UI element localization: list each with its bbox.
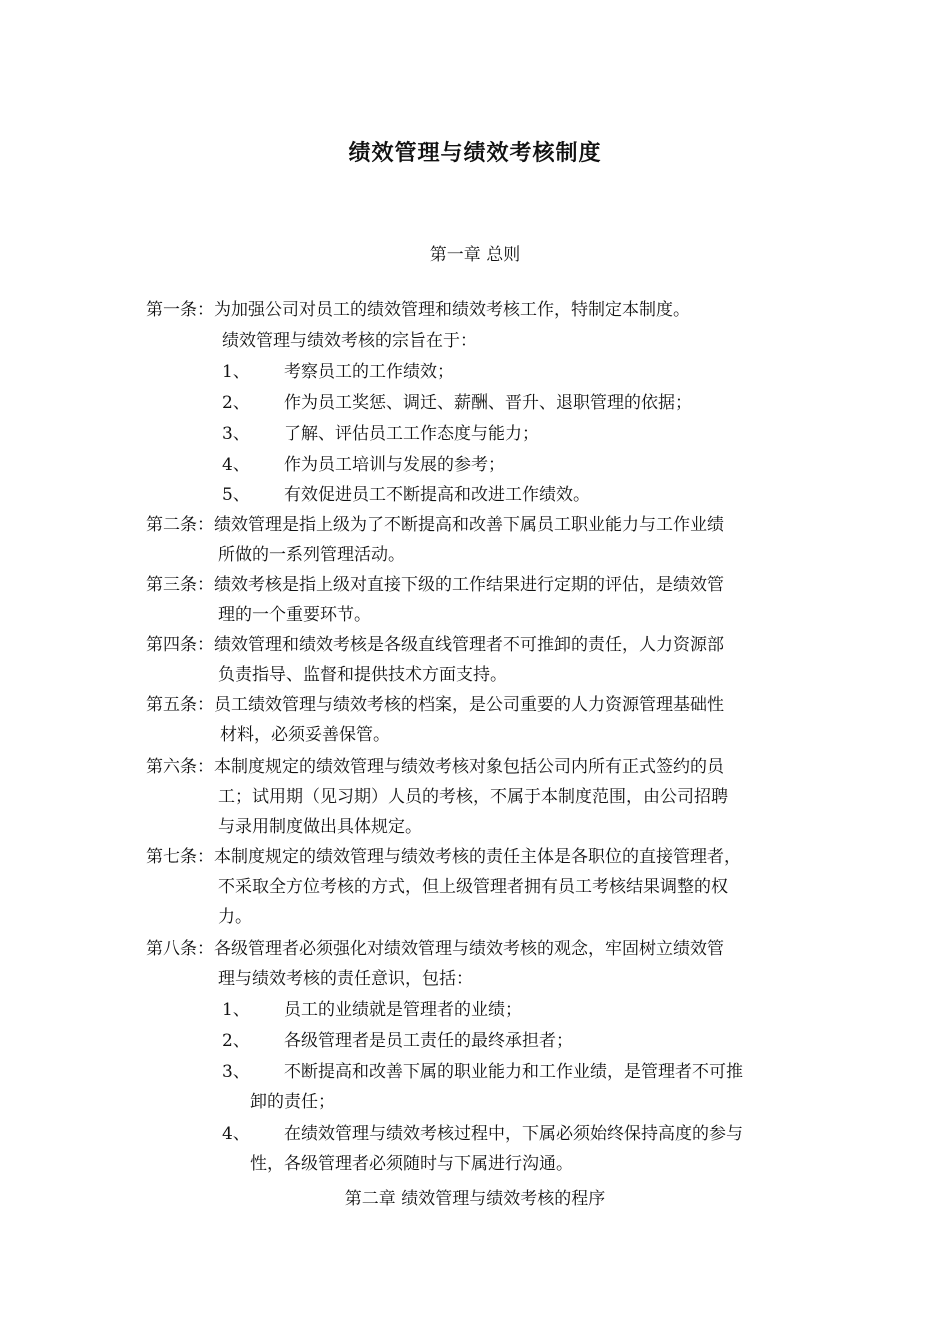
chapter-2-heading: 第二章 绩效管理与绩效考核的程序 [344,1189,606,1209]
article-7-text: 本制度规定的绩效管理与绩效考核的责任主体是各职位的直接管理者， [214,847,741,867]
article-8 [146,939,724,959]
article-7-label: 第七条： [146,847,214,867]
list-item-text: 各级管理者是员工责任的最终承担者； [284,1031,573,1051]
article-8-continuation: 理与绩效考核的责任意识，包括： [218,969,473,989]
list-item [222,1000,522,1020]
list-item-number: 1、 [222,362,250,382]
article-2-label: 第二条： [146,515,214,535]
list-item-continuation: 性，各级管理者必须随时与下属进行沟通。 [250,1154,573,1174]
list-item-text: 作为员工奖惩、调迁、薪酬、晋升、退职管理的依据； [284,393,692,413]
list-item-number: 2、 [222,1031,250,1051]
article-7 [146,847,741,867]
article-5 [146,695,724,715]
list-item-number: 1、 [222,1000,250,1020]
article-1-label: 第一条： [146,300,214,320]
list-item [222,1124,743,1144]
list-item [222,393,692,413]
list-item-number: 4、 [222,455,250,475]
list-item [222,362,454,382]
article-6-text: 本制度规定的绩效管理与绩效考核对象包括公司内所有正式签约的员 [214,757,724,777]
article-1-text: 为加强公司对员工的绩效管理和绩效考核工作，特制定本制度。 [214,300,690,320]
list-item-text: 不断提高和改善下属的职业能力和工作业绩，是管理者不可推 [284,1062,743,1082]
list-item [222,1062,743,1082]
list-item-text: 员工的业绩就是管理者的业绩； [284,1000,522,1020]
article-1-purpose-intro: 绩效管理与绩效考核的宗旨在于： [222,331,477,351]
list-item-text: 在绩效管理与绩效考核过程中，下属必须始终保持高度的参与 [284,1124,743,1144]
list-item-text: 了解、评估员工工作态度与能力； [284,424,539,444]
list-item [222,485,590,505]
article-3-continuation: 理的一个重要环节。 [218,605,371,625]
article-4-continuation: 负责指导、监督和提供技术方面支持。 [218,665,507,685]
list-item [222,455,505,475]
list-item [222,424,539,444]
article-4-label: 第四条： [146,635,214,655]
article-1 [146,300,690,320]
document-title: 绩效管理与绩效考核制度 [348,141,602,166]
article-6-continuation: 与录用制度做出具体规定。 [218,817,422,837]
article-6-label: 第六条： [146,757,214,777]
article-5-continuation: 材料，必须妥善保管。 [220,725,390,745]
article-6 [146,757,724,777]
article-8-label: 第八条： [146,939,214,959]
article-4 [146,635,724,655]
list-item-number: 4、 [222,1124,250,1144]
article-6-continuation: 工；试用期（见习期）人员的考核，不属于本制度范围，由公司招聘 [218,787,728,807]
list-item-number: 3、 [222,424,250,444]
article-5-label: 第五条： [146,695,214,715]
article-3-label: 第三条： [146,575,214,595]
article-2 [146,515,724,535]
article-2-continuation: 所做的一系列管理活动。 [218,545,405,565]
list-item-continuation: 卸的责任； [250,1092,335,1112]
list-item-text: 作为员工培训与发展的参考； [284,455,505,475]
list-item-number: 5、 [222,485,250,505]
list-item [222,1031,573,1051]
article-2-text: 绩效管理是指上级为了不断提高和改善下属员工职业能力与工作业绩 [214,515,724,535]
article-3-text: 绩效考核是指上级对直接下级的工作结果进行定期的评估，是绩效管 [214,575,724,595]
list-item-number: 3、 [222,1062,250,1082]
article-3 [146,575,724,595]
list-item-text: 有效促进员工不断提高和改进工作绩效。 [284,485,590,505]
article-5-text: 员工绩效管理与绩效考核的档案，是公司重要的人力资源管理基础性 [214,695,724,715]
article-7-continuation: 不采取全方位考核的方式，但上级管理者拥有员工考核结果调整的权 [218,877,728,897]
article-8-text: 各级管理者必须强化对绩效管理与绩效考核的观念，牢固树立绩效管 [214,939,724,959]
chapter-1-heading: 第一章 总则 [429,245,521,265]
list-item-number: 2、 [222,393,250,413]
list-item-text: 考察员工的工作绩效； [284,362,454,382]
article-4-text: 绩效管理和绩效考核是各级直线管理者不可推卸的责任，人力资源部 [214,635,724,655]
article-7-continuation: 力。 [218,907,252,927]
